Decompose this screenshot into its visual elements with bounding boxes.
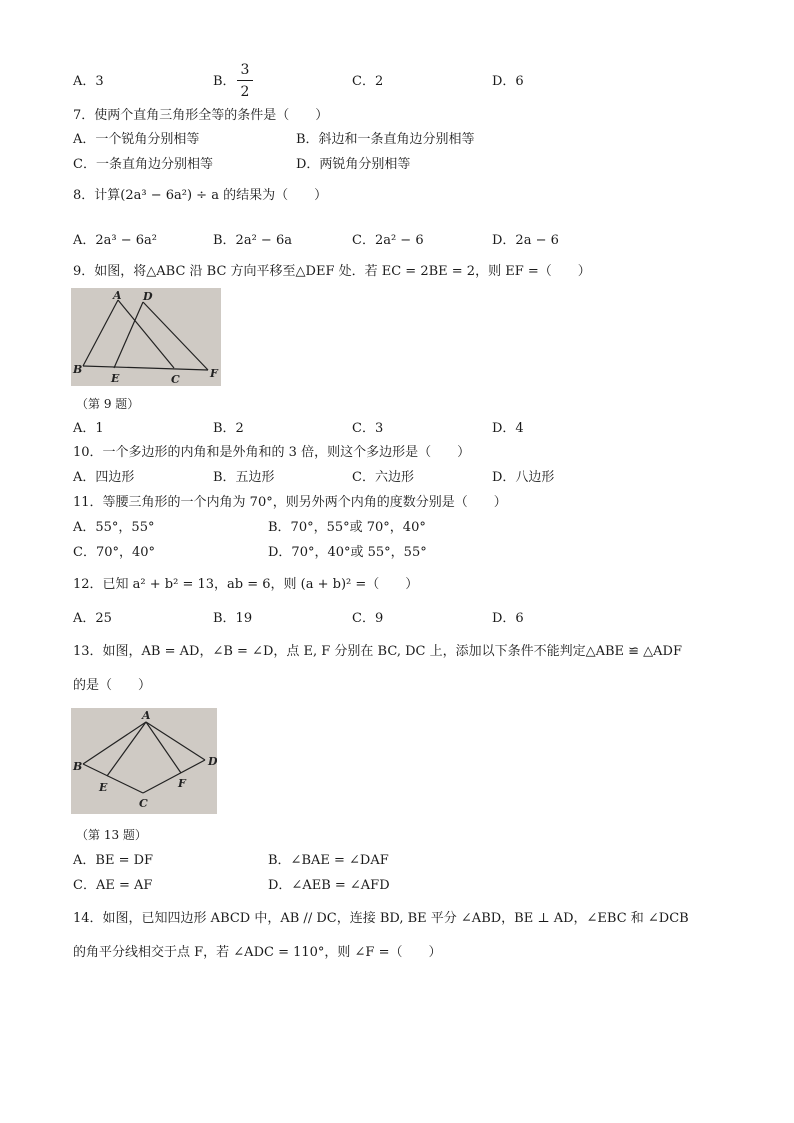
- q9-figure: [71, 288, 221, 386]
- q13-figure: [71, 708, 217, 814]
- q10-option-a: A．四边形: [73, 470, 135, 485]
- q14-stem-line2: 的角平分线相交于点 F，若 ∠ADC = 110°，则 ∠F =（ ）: [73, 945, 442, 960]
- q9-option-c: C．3: [352, 421, 384, 436]
- q9-label-f: F: [210, 367, 218, 380]
- q10-option-d: D．八边形: [492, 470, 555, 485]
- q8-option-d: D．2a − 6: [492, 233, 559, 248]
- q10-option-c: C．六边形: [352, 470, 414, 485]
- q13-stem-line1: 13．如图，AB = AD，∠B = ∠D，点 E, F 分别在 BC, DC 上，添加以下条件不能判定△ABE ≌ △ADF: [73, 644, 683, 659]
- q9-option-d: D．4: [492, 421, 524, 436]
- q13-option-a: A．BE = DF: [73, 853, 154, 868]
- q7-option-b: B．斜边和一条直角边分别相等: [296, 132, 475, 147]
- q9-label-c: C: [171, 373, 180, 386]
- q6-fraction-bar: [237, 80, 253, 81]
- q13-label-b: B: [73, 760, 83, 773]
- q14-stem-line1: 14．如图，已知四边形 ABCD 中，AB // DC，连接 BD, BE 平分 ∠ABD，BE ⊥ AD，∠EBC 和 ∠DCB: [73, 911, 689, 926]
- q7-option-a: A．一个锐角分别相等: [73, 132, 200, 147]
- q11-option-c: C．70°，40°: [73, 545, 156, 560]
- q13-label-f: F: [178, 777, 186, 790]
- q10-stem: 10．一个多边形的内角和是外角和的 3 倍，则这个多边形是（ ）: [73, 445, 471, 460]
- q12-stem: 12．已知 a² + b² = 13，ab = 6，则 (a + b)² =（ ）: [73, 577, 419, 592]
- q9-triangle-diagram: [71, 288, 221, 386]
- q13-label-e: E: [99, 781, 108, 794]
- q9-stem: 9．如图，将△ABC 沿 BC 方向平移至△DEF 处．若 EC = 2BE = 2，则 EF =（ ）: [73, 264, 591, 279]
- q6-option-d: D．6: [492, 74, 524, 89]
- q13-segment-dc: [143, 760, 205, 793]
- q13-segment-ae: [107, 722, 146, 776]
- q11-option-a: A．55°，55°: [73, 520, 155, 535]
- q6-option-b-denominator: 2: [240, 84, 250, 100]
- q13-label-d: D: [208, 755, 217, 768]
- q13-option-b: B．∠BAE = ∠DAF: [268, 853, 389, 868]
- q11-stem: 11．等腰三角形的一个内角为 70°，则另外两个内角的度数分别是（ ）: [73, 495, 507, 510]
- q11-option-d: D．70°，40°或 55°，55°: [268, 545, 427, 560]
- q9-label-b: B: [73, 363, 83, 376]
- q7-option-c: C．一条直角边分别相等: [73, 157, 213, 172]
- q13-quadrilateral-diagram: [71, 708, 217, 814]
- q10-option-b: B．五边形: [213, 470, 275, 485]
- q9-label-a: A: [113, 289, 122, 302]
- q13-segment-af: [146, 722, 181, 773]
- q9-caption: （第 9 题）: [76, 397, 140, 411]
- q12-option-c: C．9: [352, 611, 384, 626]
- q8-option-a: A．2a³ − 6a²: [73, 233, 158, 248]
- q13-stem-line2: 的是（ ）: [73, 678, 152, 693]
- q13-label-c: C: [139, 797, 148, 810]
- q13-segment-ab: [83, 722, 146, 764]
- q6-option-c: C．2: [352, 74, 384, 89]
- q12-option-a: A．25: [73, 611, 112, 626]
- q8-option-c: C．2a² − 6: [352, 233, 424, 248]
- q6-option-a: A．3: [73, 74, 104, 89]
- q7-stem: 7．使两个直角三角形全等的条件是（ ）: [73, 108, 329, 123]
- q13-segment-ad: [146, 722, 205, 760]
- q13-option-c: C．AE = AF: [73, 878, 153, 893]
- q11-option-b: B．70°，55°或 70°，40°: [268, 520, 426, 535]
- q6-option-b: B．: [213, 74, 236, 89]
- q8-option-b: B．2a² − 6a: [213, 233, 292, 248]
- q9-segment-ba: [83, 300, 118, 366]
- q13-option-d: D．∠AEB = ∠AFD: [268, 878, 390, 893]
- q6-option-b-numerator: 3: [240, 62, 250, 78]
- q9-option-b: B．2: [213, 421, 244, 436]
- q7-option-d: D．两锐角分别相等: [296, 157, 411, 172]
- q9-label-e: E: [111, 372, 120, 385]
- q9-segment-ac: [118, 300, 174, 368]
- q12-option-b: B．19: [213, 611, 253, 626]
- q8-stem: 8．计算(2a³ − 6a²) ÷ a 的结果为（ ）: [73, 188, 328, 203]
- q13-caption: （第 13 题）: [76, 828, 147, 842]
- q9-label-d: D: [143, 290, 153, 303]
- q12-option-d: D．6: [492, 611, 524, 626]
- q9-option-a: A．1: [73, 421, 104, 436]
- q9-segment-df: [143, 302, 208, 370]
- q9-segment-bf: [83, 366, 208, 370]
- q13-label-a: A: [142, 709, 151, 722]
